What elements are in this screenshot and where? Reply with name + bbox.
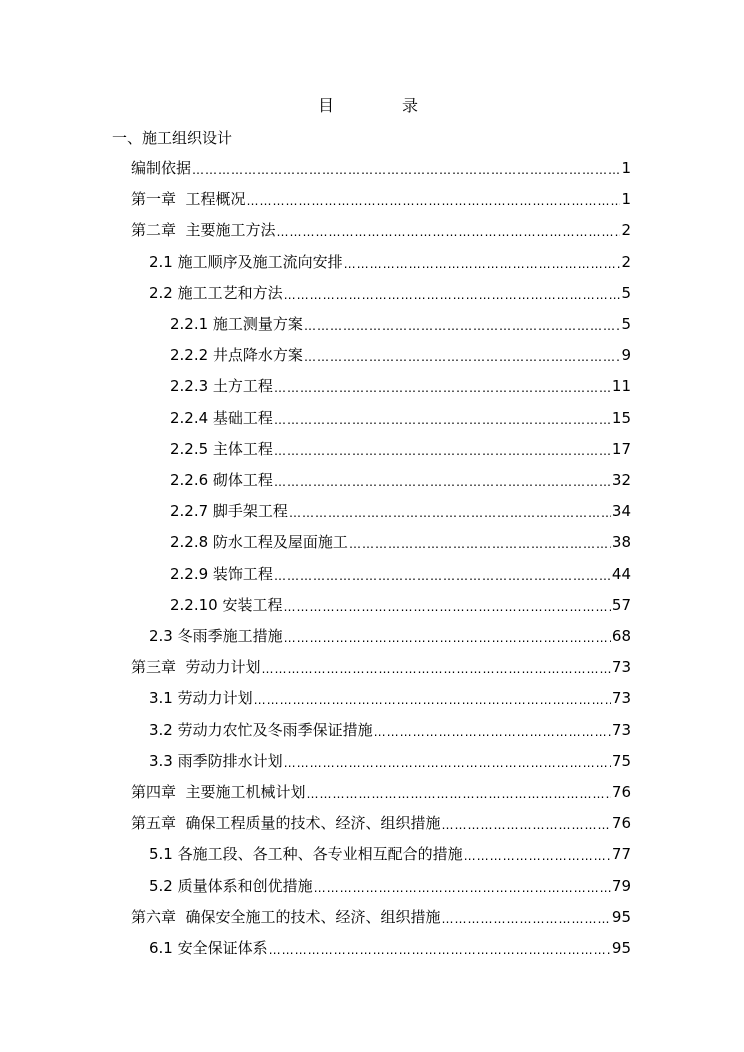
toc-entry[interactable] xyxy=(149,685,631,711)
toc-dot-leader xyxy=(442,814,611,836)
toc-dot-leader xyxy=(274,440,611,462)
toc-dot-leader xyxy=(307,783,611,805)
toc-entry-page-number: 32 xyxy=(611,471,631,489)
toc-entry-label: 2.2.2 井点降水方案 xyxy=(170,346,303,365)
toc-entry-label: 2.2.1 施工测量方案 xyxy=(170,315,303,333)
section-heading: 一、施工组织设计 xyxy=(112,129,233,147)
toc-entry[interactable] xyxy=(149,249,631,275)
toc-entry-label: 第一章 工程概况 xyxy=(131,190,246,209)
toc-entry[interactable] xyxy=(149,623,631,649)
toc-entry[interactable] xyxy=(131,779,631,805)
toc-dot-leader xyxy=(464,845,611,867)
toc-dot-leader xyxy=(274,471,611,493)
toc-entry-label: 2.2.4 基础工程 xyxy=(170,408,273,427)
toc-entry-page-number: 73 xyxy=(611,689,631,708)
toc-entry-page-number: 95 xyxy=(611,939,631,957)
toc-dot-leader xyxy=(269,939,611,961)
toc-entry-label: 2.2.3 土方工程 xyxy=(170,377,273,396)
toc-entry[interactable] xyxy=(131,904,631,930)
toc-entry-page-number: 5 xyxy=(621,283,631,302)
toc-entry-page-number: 77 xyxy=(611,845,631,864)
toc-entry[interactable] xyxy=(131,810,631,836)
toc-entry[interactable] xyxy=(170,405,631,431)
toc-entry-page-number: 57 xyxy=(611,595,631,614)
toc-entry[interactable] xyxy=(149,717,631,743)
title-char-left: 目 xyxy=(318,96,335,115)
toc-entry-label: 2.1 施工顺序及施工流向安排 xyxy=(149,252,343,271)
toc-dot-leader xyxy=(304,346,621,368)
toc-entry-page-number: 2 xyxy=(621,221,631,240)
toc-entry-label: 2.2 施工工艺和方法 xyxy=(149,283,283,302)
toc-dot-leader xyxy=(284,752,611,774)
toc-entry-page-number: 73 xyxy=(611,720,631,739)
toc-entry[interactable] xyxy=(170,561,631,587)
toc-dot-leader xyxy=(442,908,611,930)
toc-dot-leader xyxy=(304,315,621,337)
toc-entry-label: 5.2 质量体系和创优措施 xyxy=(149,876,313,895)
toc-entry-label: 5.1 各施工段、各工种、各专业相互配合的措施 xyxy=(149,845,463,864)
toc-dot-leader xyxy=(284,627,611,649)
toc-entry[interactable] xyxy=(170,311,631,337)
toc-entry[interactable] xyxy=(131,654,631,680)
toc-dot-leader xyxy=(374,721,611,743)
toc-dot-leader xyxy=(344,253,621,275)
toc-dot-leader xyxy=(254,689,611,711)
toc-entry-page-number: 15 xyxy=(611,408,631,427)
toc-entry-label: 6.1 安全保证体系 xyxy=(149,939,268,957)
toc-entry[interactable] xyxy=(149,748,631,774)
toc-entry-page-number: 79 xyxy=(611,876,631,895)
toc-entry-label: 第四章 主要施工机械计划 xyxy=(131,783,306,801)
toc-entry-label: 2.2.7 脚手架工程 xyxy=(170,502,288,521)
toc-entry-label: 3.3 雨季防排水计划 xyxy=(149,751,283,770)
toc-entry-page-number: 73 xyxy=(611,658,631,677)
toc-entry[interactable] xyxy=(131,155,631,181)
page-title xyxy=(318,93,418,116)
toc-dot-leader xyxy=(274,409,611,431)
toc-entry[interactable] xyxy=(170,592,631,618)
toc-entry[interactable] xyxy=(131,217,631,243)
toc-entry-page-number: 2 xyxy=(621,252,631,271)
toc-entry[interactable] xyxy=(170,373,631,399)
toc-entry-page-number: 76 xyxy=(611,783,631,801)
toc-entry-page-number: 9 xyxy=(621,346,631,365)
toc-dot-leader xyxy=(284,284,621,306)
toc-entry-label: 3.1 劳动力计划 xyxy=(149,689,253,708)
toc-dot-leader xyxy=(192,159,620,181)
toc-entry-page-number: 1 xyxy=(621,190,631,209)
toc-dot-leader xyxy=(289,502,611,524)
toc-dot-leader xyxy=(314,877,611,899)
toc-dot-leader xyxy=(283,596,610,618)
title-char-right: 录 xyxy=(402,96,419,115)
toc-entry-label: 2.2.6 砌体工程 xyxy=(170,471,273,489)
toc-entry-label: 2.3 冬雨季施工措施 xyxy=(149,627,283,645)
toc-entry-page-number: 17 xyxy=(611,439,631,458)
toc-entry[interactable] xyxy=(131,186,631,212)
toc-entry-label: 2.2.10 安装工程 xyxy=(170,595,283,614)
toc-entry-label: 第五章 确保工程质量的技术、经济、组织措施 xyxy=(131,814,441,833)
toc-entry[interactable] xyxy=(170,436,631,462)
toc-entry-label: 第二章 主要施工方法 xyxy=(131,221,276,240)
toc-entry[interactable] xyxy=(149,280,631,306)
toc-entry[interactable] xyxy=(170,467,631,493)
toc-entry-page-number: 34 xyxy=(611,502,631,521)
toc-entry[interactable] xyxy=(170,342,631,368)
toc-entry[interactable] xyxy=(149,841,631,867)
toc-entry-page-number: 95 xyxy=(611,907,631,926)
toc-entry[interactable] xyxy=(149,935,631,961)
toc-entry-label: 第六章 确保安全施工的技术、经济、组织措施 xyxy=(131,907,441,926)
toc-entry[interactable] xyxy=(170,498,631,524)
toc-entry-page-number: 1 xyxy=(621,159,631,177)
toc-dot-leader xyxy=(277,221,621,243)
toc-entry-page-number: 76 xyxy=(611,814,631,833)
toc-entry[interactable] xyxy=(149,873,631,899)
toc-dot-leader xyxy=(274,377,611,399)
toc-entry-page-number: 11 xyxy=(611,377,631,396)
toc-entry-label: 2.2.8 防水工程及屋面施工 xyxy=(170,533,348,552)
toc-entry-page-number: 38 xyxy=(611,533,631,552)
toc-dot-leader xyxy=(274,565,611,587)
toc-entry-label: 2.2.9 装饰工程 xyxy=(170,564,273,583)
toc-entry-label: 3.2 劳动力农忙及冬雨季保证措施 xyxy=(149,720,373,739)
toc-entry-page-number: 5 xyxy=(621,315,631,333)
toc-entry-label: 编制依据 xyxy=(131,159,192,177)
toc-entry-page-number: 75 xyxy=(611,751,631,770)
toc-dot-leader xyxy=(247,190,621,212)
toc-dot-leader xyxy=(349,533,611,555)
toc-entry-label: 第三章 劳动力计划 xyxy=(131,658,261,677)
toc-entry-label: 2.2.5 主体工程 xyxy=(170,439,273,458)
toc-entry-page-number: 68 xyxy=(611,627,631,645)
toc-entry-page-number: 44 xyxy=(611,564,631,583)
toc-dot-leader xyxy=(262,658,611,680)
toc-entry[interactable] xyxy=(170,529,631,555)
